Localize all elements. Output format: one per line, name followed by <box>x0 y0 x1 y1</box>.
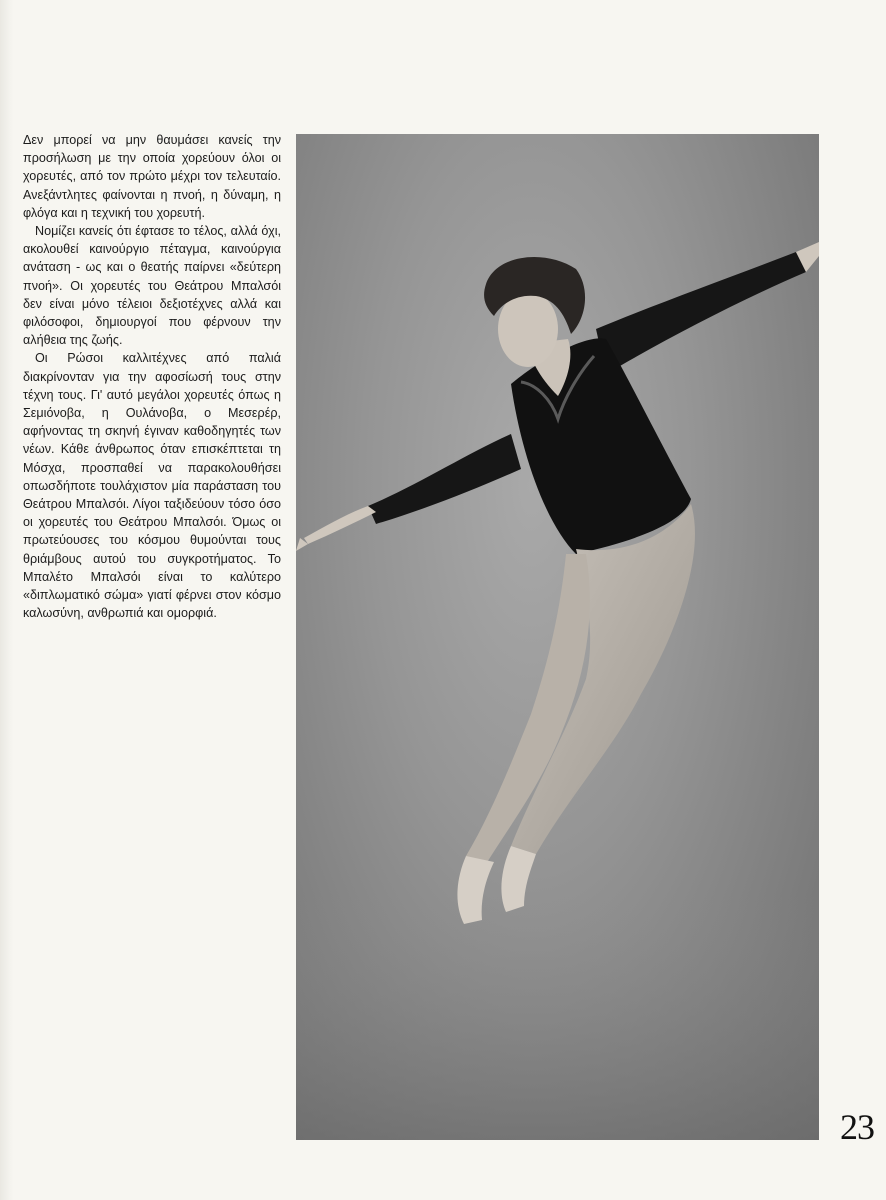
article-text-column <box>23 131 281 622</box>
article-paragraph-3: Οι Ρώσοι καλλιτέχνες από παλιά διακρίνονταν για την αφοσίωσή τους στην τέχνη τους. Γι' αυτό μεγάλοι χορευτές όπως η Σεμιόνοβα, η Ουλάνοβα, ο Μεσερέρ, αφήνοντας τη σκηνή έγιναν καθοδηγητές των νέων. Κάθε άνθρωπος όταν επισκέπτεται τη Μόσχα, προσπαθεί να παρακολουθήσει οπωσδήποτε τουλάχιστον μία παράσταση του Θεάτρου Μπαλσόι. Λίγοι ταξιδεύουν τόσο όσο οι χορευτές του Θεάτρου Μπαλσόι. Όμως οι πρωτεύουσες του κόσμου θυμούνται τους θριάμβους αυτού του συγκροτήματος. Το Μπαλέτο Μπαλσόι είναι το καλύτερο «διπλωματικό σώμα» γιατί φέρνει στον κόσμο καλωσύνη, ανθρωπιά και ομορφιά. <box>23 351 281 621</box>
article-paragraph-2: Νομίζει κανείς ότι έφτασε το τέλος, αλλά όχι, ακολουθεί καινούργιο πέταγμα, καινούργια ανάταση - ως και ο θεατής παίρνει «δεύτερη πνοή». Οι χορευτές του Θεάτρου Μπαλσόι δεν είναι μόνο τέλειοι δεξιοτέχνες αλλά και φιλόσοφοι, δημιουργοί που φέρνουν την αλήθεια της ζωής. <box>23 224 281 348</box>
article-paragraph-1: Δεν μπορεί να μην θαυμάσει κανείς την προσήλωση με την οποία χορεύουν όλοι οι χορευτές, από τον πρώτο μέχρι τον τελευταίο. Ανεξάντλητες φαίνονται η πνοή, η δύναμη, η φλόγα και η τεχνική του χορευτή. <box>23 133 281 220</box>
page-binding-edge <box>0 0 14 1200</box>
page-number: 23 <box>840 1107 874 1147</box>
dancer-illustration <box>296 134 819 1140</box>
ballet-dancer-photo <box>296 134 819 1140</box>
